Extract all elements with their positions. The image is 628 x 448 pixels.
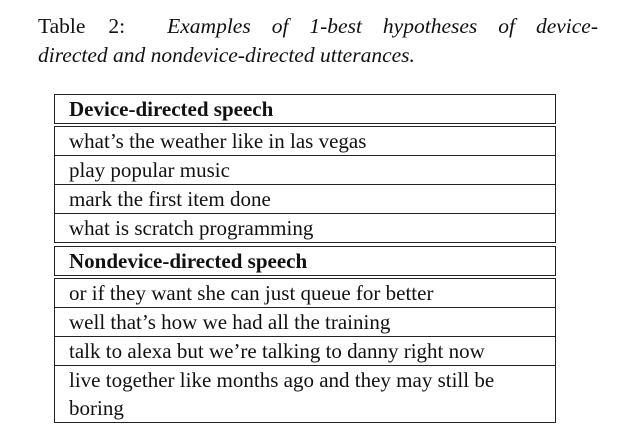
table-row: what’s the weather like in las vegas xyxy=(69,129,367,153)
table-row: play popular music xyxy=(55,155,555,184)
caption-label: Table 2: xyxy=(38,14,126,38)
table-row: well that’s how we had all the training xyxy=(55,307,555,336)
table-row: what is scratch programming xyxy=(55,213,555,242)
caption-text-1: Examples of 1-best hypotheses of device- xyxy=(167,14,599,38)
table-row: mark the first item done xyxy=(55,184,555,213)
table-row: live together like months ago and they may still be boring xyxy=(55,365,555,422)
section-header-device-directed: Device-directed speech xyxy=(54,94,556,124)
section-header-nondevice-directed: Nondevice-directed speech xyxy=(54,246,556,276)
section-rows-device-directed xyxy=(54,126,556,243)
examples-table xyxy=(54,94,556,423)
caption-text-2: directed and nondevice-directed utterances. xyxy=(38,43,415,67)
caption-line-1 xyxy=(38,12,598,41)
section-rows-nondevice-directed xyxy=(54,278,556,423)
table-row: talk to alexa but we’re talking to danny right now xyxy=(55,336,555,365)
table-caption xyxy=(38,12,598,70)
table-row: or if they want she can just queue for better xyxy=(69,281,434,305)
